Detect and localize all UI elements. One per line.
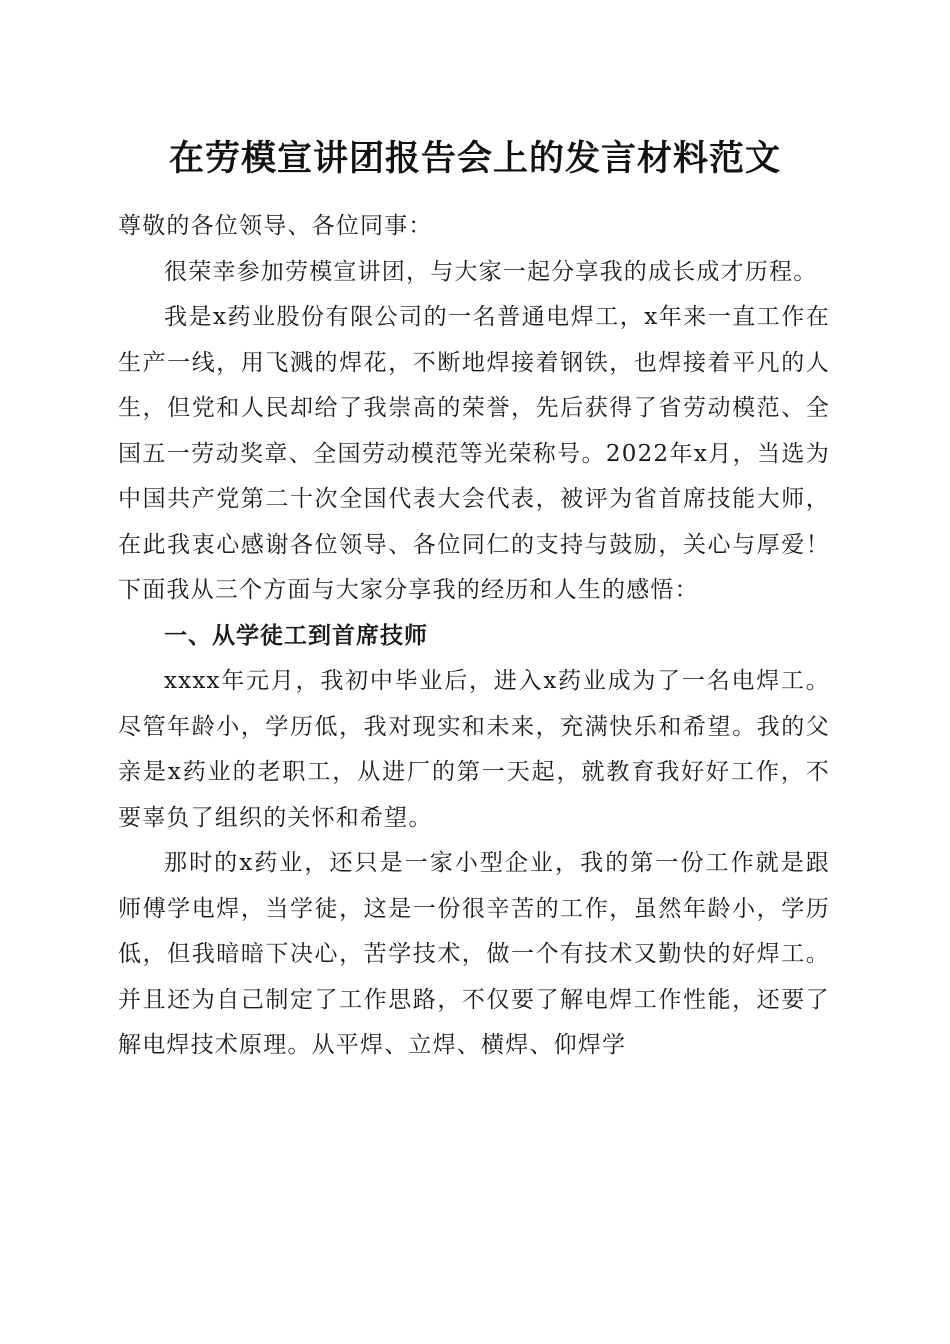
document-title: 在劳模宣讲团报告会上的发言材料范文: [168, 138, 781, 179]
salutation: 尊敬的各位领导、各位同事：: [118, 213, 433, 239]
section-heading: 一、从学徒工到首席技师: [164, 622, 428, 649]
paragraph-apprentice: xxxx年元月，我初中毕业后，进入x药业成为了一名电焊工。尽管年龄小，学历低，我对现实和未来，充满快乐和希望。我的父亲是x药业的老职工，从进厂的第一天起，就教育我好好工作，不要辜负了组织的关怀和希望。: [118, 668, 830, 831]
document-body: [118, 204, 830, 1069]
paragraph-intro: 很荣幸参加劳模宣讲团，与大家一起分享我的成长成才历程。: [164, 258, 818, 285]
paragraph-early-work: 那时的x药业，还只是一家小型企业，我的第一份工作就是跟师傅学电焊，当学徒，这是一份很辛苦的工作，虽然年龄小，学历低，但我暗暗下决心，苦学技术，做一个有技术又勤快的好焊工。并且还为自己制定了工作思路，不仅要了解电焊工作性能，还要了解电焊技术原理。从平焊、立焊、横焊、仰焊学: [118, 850, 830, 1058]
paragraph-background: 我是x药业股份有限公司的一名普通电焊工，x年来一直工作在生产一线，用飞溅的焊花，不断地焊接着钢铁，也焊接着平凡的人生，但党和人民却给了我崇高的荣誉，先后获得了省劳动模范、全国五一劳动奖章、全国劳动模范等光荣称号。2022年x月，当选为中国共产党第二十次全国代表大会代表，被评为省首席技能大师，在此我衷心感谢各位领导、各位同仁的支持与鼓励，关心与厚爱！下面我从三个方面与大家分享我的经历和人生的感悟：: [118, 304, 830, 603]
